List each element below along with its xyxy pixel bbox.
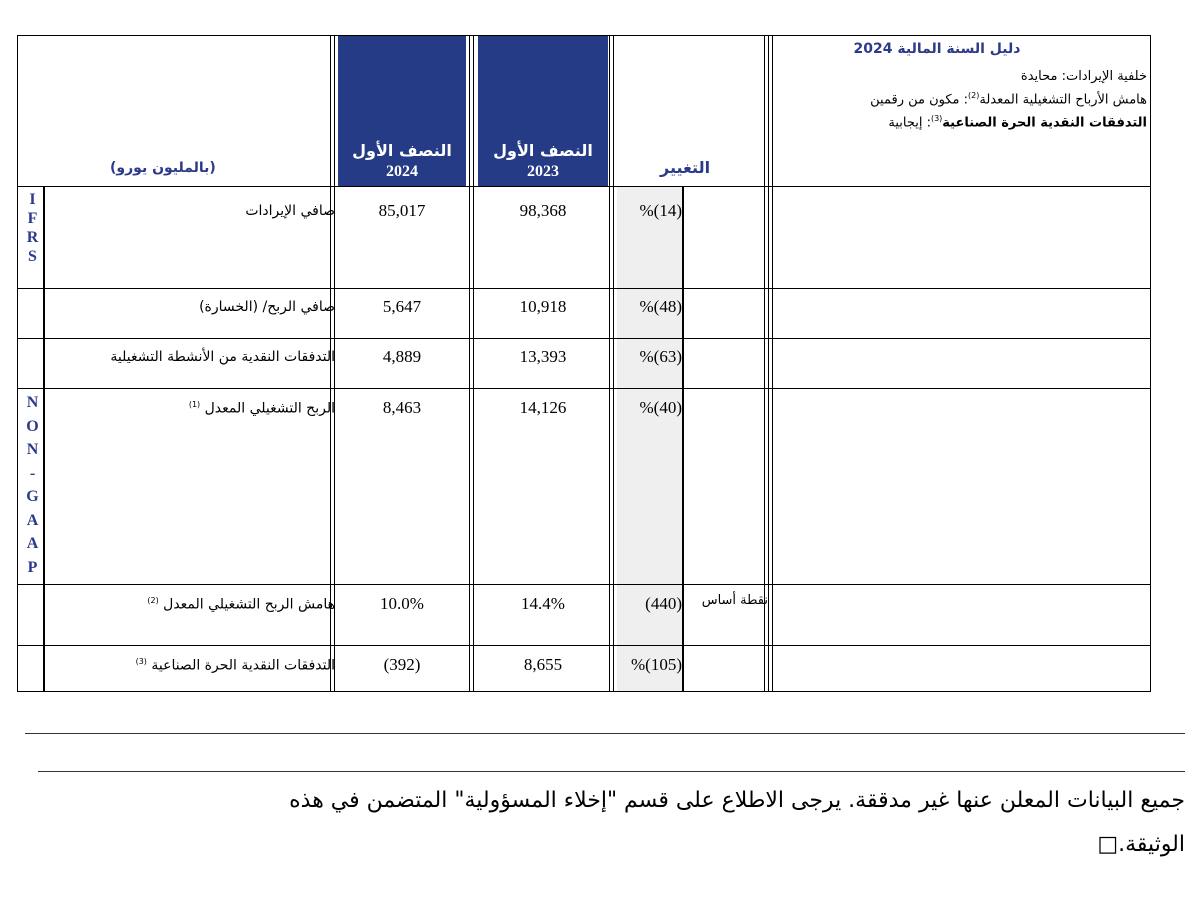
table-border-bottom (17, 691, 1151, 692)
row-change: %(14) (639, 201, 682, 220)
row-value-2024: 4,889 (382, 347, 422, 366)
row-value-2023: 14.4% (521, 594, 565, 613)
column-divider (772, 35, 773, 692)
table-divider (17, 186, 1151, 187)
row-change: %(63) (639, 347, 682, 366)
row-value-2023: 98,368 (519, 201, 567, 220)
row-label-net-profit: صافي الربح/ (الخسارة) (199, 299, 335, 315)
row-value-2023: 13,393 (519, 347, 567, 366)
row-value-2024: 85,017 (378, 201, 426, 220)
guidance-line1: خلفية الإيرادات: محايدة (1020, 69, 1147, 84)
column-divider (609, 35, 610, 692)
row-label-industrial-free-cash-flow: التدفقات النقدية الحرة الصناعية $^{(3)}$ (135, 657, 335, 674)
guidance-line2: هامش الأرباح التشغيلية المعدلة$^{(2)}$: مكون من رقمين (870, 91, 1147, 108)
column-divider (764, 35, 765, 692)
section-column-divider (43, 186, 45, 692)
row-value-2024: 5,647 (382, 297, 422, 316)
column-divider (473, 35, 474, 692)
checkbox-glyph: □ (1097, 832, 1119, 857)
footer-line1: جميع البيانات المعلن عنها غير مدققة. يرجى الاطلاع على قسم "إخلاء المسؤولية" المتضمن في هذه (289, 788, 1185, 813)
footer-rule (25, 733, 1185, 734)
row-change-unit: نقطة أساس (701, 593, 768, 608)
row-change: %(40) (639, 398, 682, 417)
column-divider (334, 35, 335, 692)
unit-label: (بالمليون يورو) (110, 160, 216, 176)
row-value-2023: 14,126 (519, 398, 567, 417)
table-divider (17, 645, 1151, 646)
column-divider (330, 35, 331, 692)
header-h1-2024-line1: النصف الأول (352, 141, 452, 160)
footer-line2: الوثيقة.□ (1097, 832, 1185, 857)
header-h1-2023 (478, 36, 608, 186)
row-change: %(48) (639, 297, 682, 316)
column-divider (613, 35, 614, 692)
guidance-block (767, 40, 1147, 133)
guidance-line3: التدفقات النقدية الحرة الصناعية$^{(3)}$: إيجابية (888, 114, 1147, 131)
row-value-2024: 10.0% (380, 594, 424, 613)
header-h1-2024-year: 2024 (386, 163, 418, 180)
column-divider (768, 35, 769, 692)
ifrs-label: I F R S (26, 191, 39, 265)
footer-rule (38, 771, 1185, 772)
row-label-operating-cash-flow: التدفقات النقدية من الأنشطة التشغيلية (110, 349, 335, 365)
row-value-2023: 8,655 (523, 655, 563, 674)
header-h1-2023-year: 2023 (527, 163, 559, 180)
change-inner-divider (682, 186, 684, 692)
change-shade (617, 186, 682, 692)
row-label-net-revenue: صافي الإيرادات (245, 203, 335, 219)
table-divider (17, 338, 1151, 339)
row-value-2024: (392) (383, 655, 421, 674)
row-value-2024: 8,463 (382, 398, 422, 417)
table-divider (17, 388, 1151, 389)
row-value-2023: 10,918 (519, 297, 567, 316)
table-border-top (17, 35, 1151, 36)
table-border-left (17, 35, 18, 692)
row-change: %(105) (631, 655, 682, 674)
row-label-adjusted-operating-margin: هامش الربح التشغيلي المعدل $^{(2)}$ (147, 596, 335, 613)
header-h1-2024 (338, 36, 466, 186)
change-header: التغيير (660, 158, 711, 177)
table-divider (17, 288, 1151, 289)
guidance-title: دليل السنة المالية 2024 (853, 41, 1021, 57)
non-gaap-label: N O N - G A A P (26, 394, 39, 576)
row-change: (440) (645, 594, 682, 613)
table-border-right (1150, 35, 1151, 692)
column-divider (469, 35, 470, 692)
row-label-adjusted-operating-profit: الربح التشغيلي المعدل $^{(1)}$ (188, 400, 335, 417)
header-h1-2023-line1: النصف الأول (493, 141, 593, 160)
footer-disclaimer (0, 779, 1185, 867)
table-divider (17, 584, 1151, 585)
